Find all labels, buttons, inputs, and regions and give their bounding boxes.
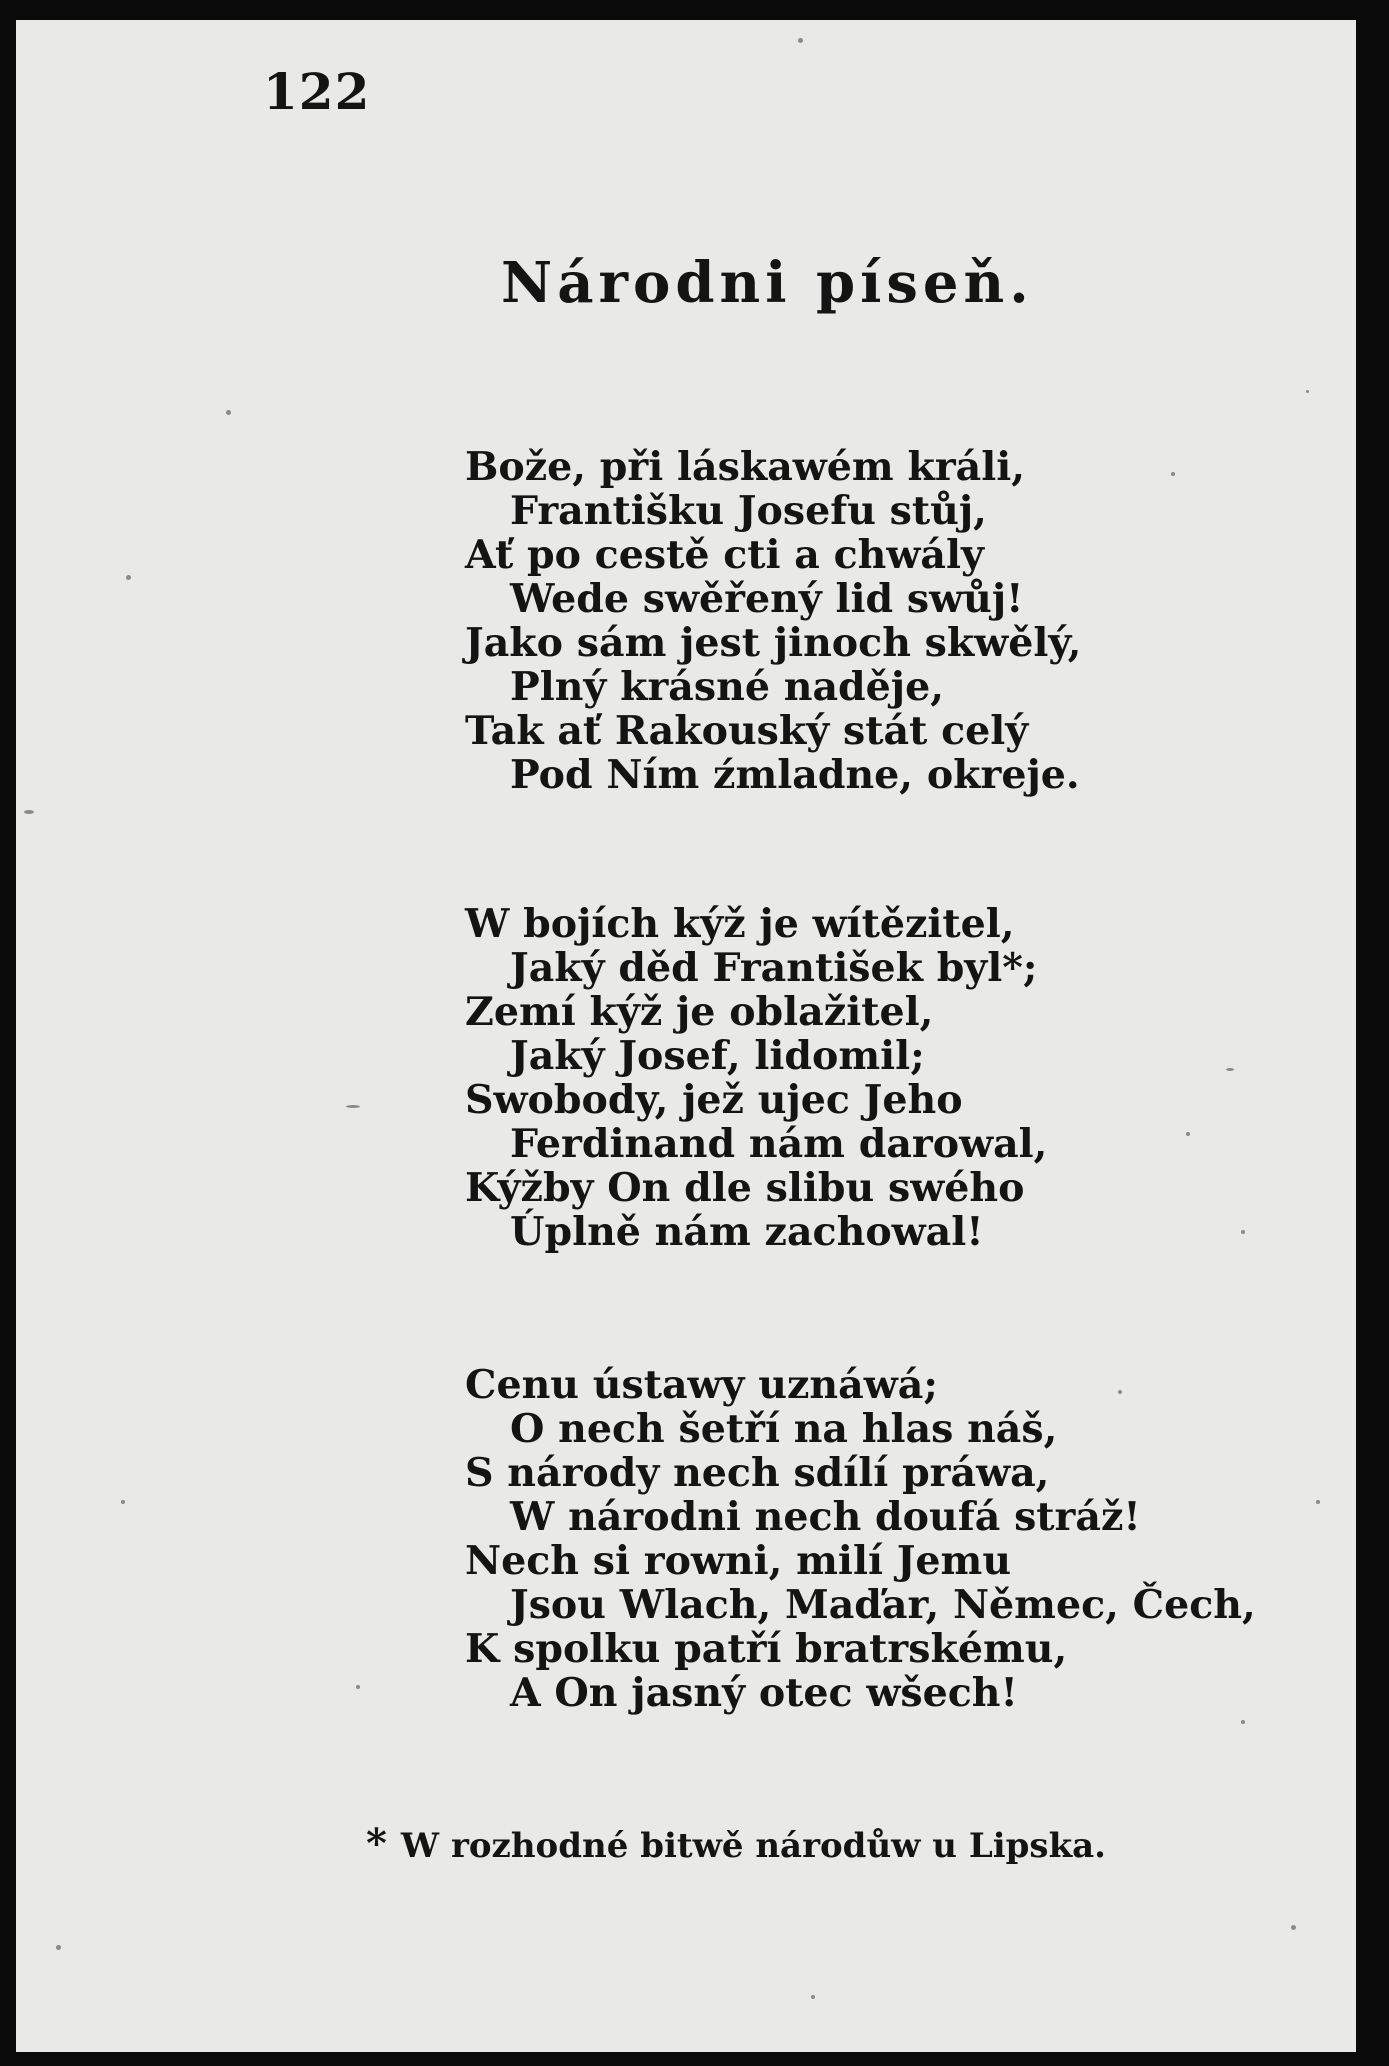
verse-line: Jsou Wlach, Maďar, Němec, Čech,: [510, 1582, 1256, 1628]
verse-line: Tak ať Rakouský stát celý: [465, 708, 1029, 754]
scan-speck: [1291, 1925, 1296, 1930]
book-page: [16, 20, 1356, 2052]
verse-line: W národni nech doufá stráž!: [510, 1494, 1141, 1540]
verse-line: Františku Josefu stůj,: [510, 488, 987, 534]
footnote: [366, 1820, 1106, 1867]
verse-line: Zemí kýž je oblažitel,: [465, 989, 934, 1035]
scan-speck: [1118, 1390, 1122, 1394]
verse-line: A On jasný otec wšech!: [510, 1670, 1018, 1716]
scan-speck: [1241, 1720, 1245, 1724]
verse-line: Nech si rowni, milí Jemu: [465, 1538, 1012, 1584]
verse-line: Bože, při láskawém králi,: [465, 444, 1026, 490]
verse-line: W bojích kýž je wítězitel,: [465, 901, 1015, 947]
footnote-marker: *: [366, 1820, 387, 1867]
verse-line: Jako sám jest jinoch skwělý,: [465, 620, 1082, 666]
scan-speck: [226, 410, 231, 415]
poem-title: Národni píseň.: [501, 250, 1034, 316]
verse-line: Kýžby On dle slibu swého: [465, 1165, 1025, 1211]
verse-line: Úplně nám zachowal!: [510, 1209, 984, 1255]
verse-line: Swobody, jež ujec Jeho: [465, 1077, 963, 1123]
verse-line: Jaký děd František byl*;: [510, 945, 1038, 991]
verse-line: Ferdinand nám darowal,: [510, 1121, 1048, 1167]
verse-line: K spolku patří bratrskému,: [465, 1626, 1068, 1672]
scan-speck: [1306, 390, 1309, 393]
verse-line: Wede swěřený lid swůj!: [510, 576, 1024, 622]
footnote-text: W rozhodné bitwě národůw u Lipska.: [400, 1826, 1106, 1866]
verse-line: Plný krásné naděje,: [510, 664, 944, 710]
scan-speck: [56, 1945, 61, 1950]
scan-speck: [121, 1500, 125, 1504]
scan-speck: [1226, 1068, 1234, 1071]
scan-speck: [1316, 1500, 1320, 1504]
scan-speck: [24, 810, 34, 814]
page-number: 122: [263, 62, 371, 121]
verse-line: Jaký Josef, lidomil;: [510, 1033, 925, 1079]
verse-line: Cenu ústawy uznáwá;: [465, 1362, 938, 1408]
scan-speck: [1241, 1230, 1245, 1234]
verse-line: O nech šetří na hlas náš,: [510, 1406, 1058, 1452]
verse-line: Ať po cestě cti a chwály: [465, 532, 984, 578]
scan-speck: [798, 38, 803, 43]
verse-line: S národy nech sdílí práwa,: [465, 1450, 1050, 1496]
scan-speck: [1186, 1132, 1190, 1136]
scan-speck: [811, 1995, 815, 1999]
verse-line: Pod Ním źmladne, okreje.: [510, 752, 1080, 798]
scan-speck: [356, 1685, 360, 1689]
scan-speck: [1171, 472, 1175, 476]
scan-speck: [346, 1105, 360, 1108]
scan-speck: [126, 575, 131, 580]
